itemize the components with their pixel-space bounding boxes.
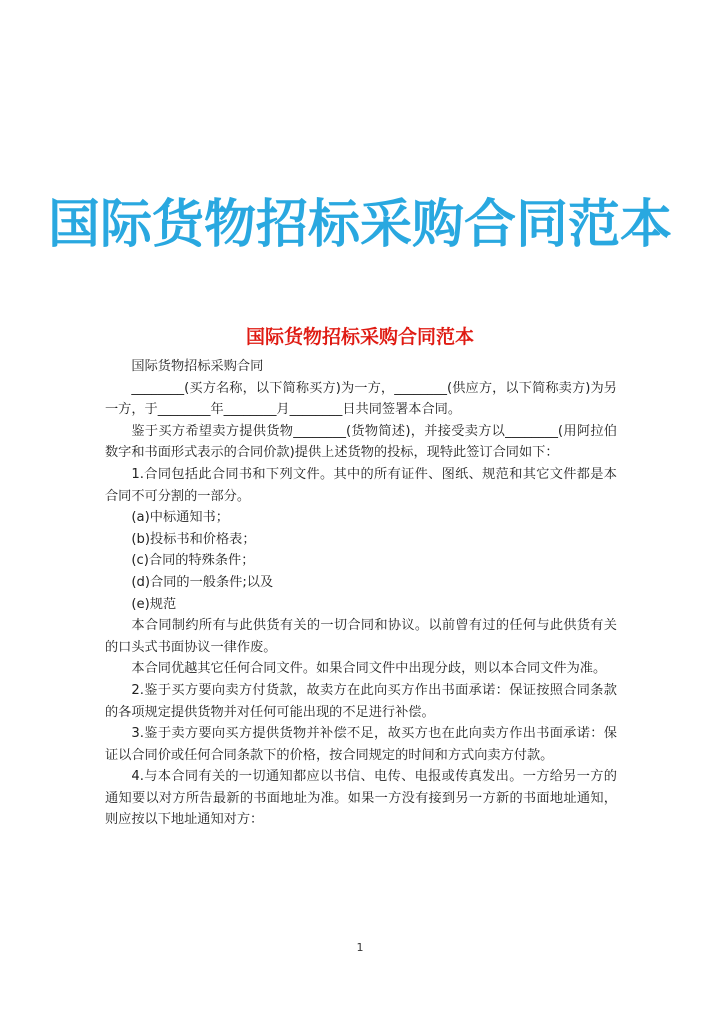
- document-body: [105, 356, 617, 831]
- body-paragraph: ________(买方名称，以下简称买方)为一方，________(供应方，以下简称卖方)为另一方，于________年________月________日共同签署本合同。: [105, 380, 617, 418]
- body-paragraph: 本合同制约所有与此供货有关的一切合同和协议。以前曾有过的任何与此供货有关的口头式书面协议一律作废。: [105, 618, 617, 655]
- body-paragraph: 鉴于买方希望卖方提供货物________(货物简述)，并接受卖方以________(用阿拉伯数字和书面形式表示的合同价款)提供上述货物的投标，现特此签订合同如下：: [105, 423, 617, 461]
- page-number: 1: [356, 941, 364, 954]
- document-subtitle: 国际货物招标采购合同范本: [245, 325, 474, 348]
- page-title: 国际货物招标采购合同范本: [47, 194, 672, 255]
- list-item: (c)合同的特殊条件；: [131, 553, 255, 569]
- body-paragraph: 4.与本合同有关的一切通知都应以书信、电传、电报或传真发出。一方给另一方的通知要以对方所告最新的书面地址为准。如果一方没有接到另一方新的书面地址通知，则应按以下地址通知对方：: [105, 769, 617, 828]
- body-paragraph: 国际货物招标采购合同: [131, 359, 264, 374]
- list-item: (d)合同的一般条件;以及: [131, 574, 274, 590]
- body-paragraph: 1.合同包括此合同书和下列文件。其中的所有证件、图纸、规范和其它文件都是本合同不可分割的一部分。: [105, 466, 617, 504]
- list-item: (a)中标通知书；: [131, 510, 229, 526]
- body-paragraph: 2.鉴于买方要向卖方付货款，故卖方在此向买方作出书面承诺：保证按照合同条款的各项规定提供货物并对任何可能出现的不足进行补偿。: [105, 682, 617, 720]
- list-item: (b)投标书和价格表；: [131, 531, 256, 547]
- body-paragraph: 本合同优越其它任何合同文件。如果合同文件中出现分歧，则以本合同文件为准。: [131, 661, 607, 677]
- list-item: (e)规范: [131, 596, 177, 612]
- body-paragraph: 3.鉴于卖方要向买方提供货物并补偿不足，故买方也在此向卖方作出书面承诺：保证以合同价或任何合同条款下的价格，按合同规定的时间和方式向卖方付款。: [105, 726, 617, 763]
